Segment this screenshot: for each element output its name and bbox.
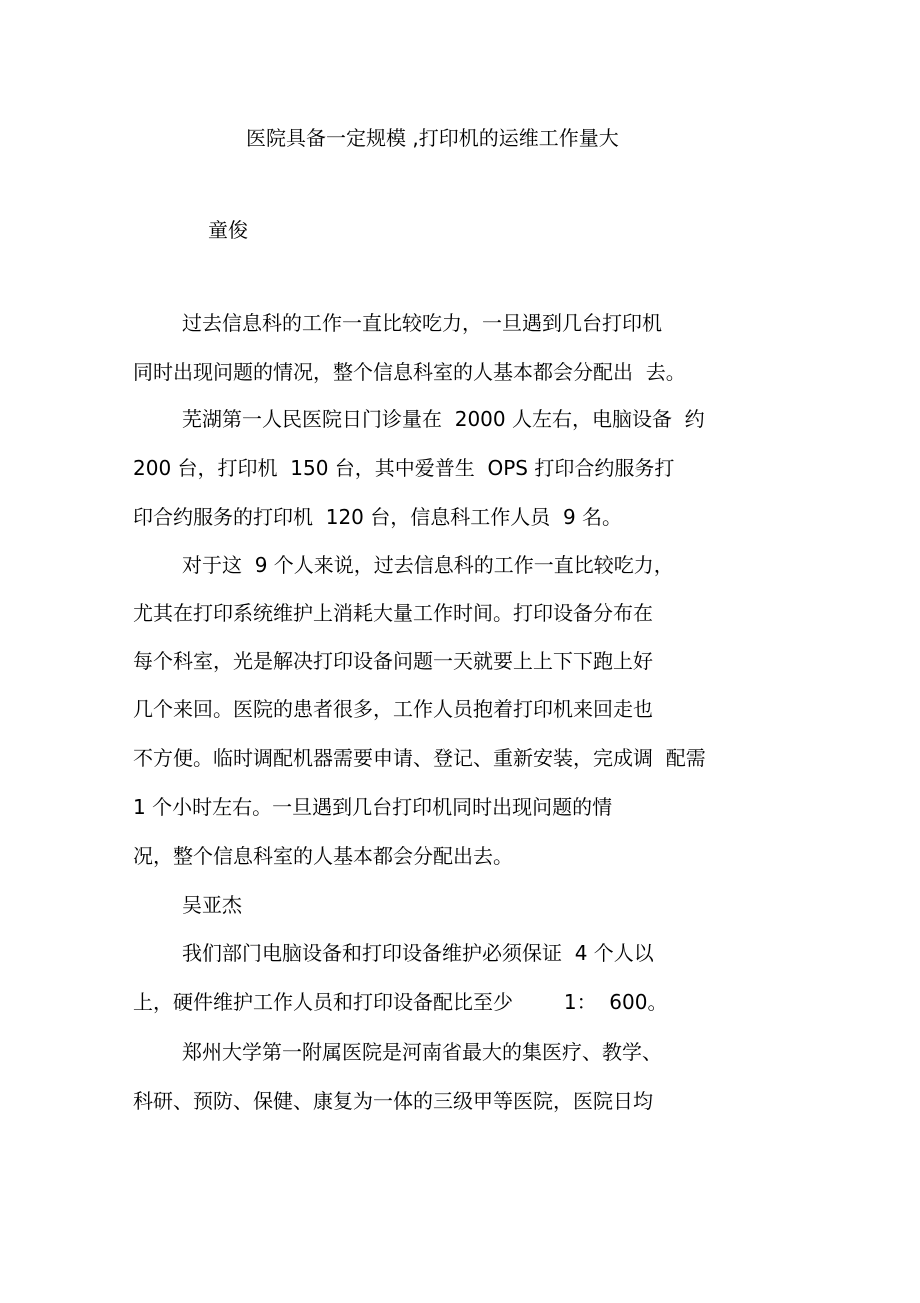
paragraph-line: 过去信息科的工作一直比较吃力，一旦遇到几台打印机 xyxy=(182,311,662,335)
paragraph-line: 尤其在打印系统维护上消耗大量工作时间。打印设备分布在 xyxy=(133,601,653,625)
author-name-2: 吴亚杰 xyxy=(182,893,242,917)
paragraph-line: 几个来回。医院的患者很多，工作人员抱着打印机来回走也 xyxy=(133,697,653,721)
document-title: 医院具备一定规模 ,打印机的运维工作量大 xyxy=(246,126,619,150)
paragraph-line: 200 台，打印机 150 台，其中爱普生 OPS 打印合约服务打 xyxy=(133,456,675,480)
paragraph-line: 我们部门电脑设备和打印设备维护必须保证 4 个人以 xyxy=(182,941,654,965)
paragraph-line: 不方便。临时调配机器需要申请、登记、重新安装，完成调 配需 xyxy=(133,746,706,770)
paragraph-line: 芜湖第一人民医院日门诊量在 2000 人左右，电脑设备 约 xyxy=(182,407,705,431)
paragraph-line: 1 个小时左右。一旦遇到几台打印机同时出现问题的情 xyxy=(133,795,613,819)
author-name: 童俊 xyxy=(208,218,248,242)
paragraph-line: 每个科室，光是解决打印设备问题一天就要上上下下跑上好 xyxy=(133,649,653,673)
paragraph-line: 郑州大学第一附属医院是河南省最大的集医疗、教学、 xyxy=(182,1040,662,1064)
paragraph-line: 对于这 9 个人来说，过去信息科的工作一直比较吃力， xyxy=(182,553,674,577)
paragraph-line: 上，硬件维护工作人员和打印设备配比至少 1： 600。 xyxy=(133,990,668,1014)
paragraph-line: 同时出现问题的情况，整个信息科室的人基本都会分配出 去。 xyxy=(133,360,686,384)
paragraph-line: 科研、预防、保健、康复为一体的三级甲等医院，医院日均 xyxy=(133,1089,653,1113)
paragraph-line: 印合约服务的打印机 120 台，信息科工作人员 9 名。 xyxy=(133,505,623,529)
paragraph-line: 况，整个信息科室的人基本都会分配出去。 xyxy=(133,844,513,868)
